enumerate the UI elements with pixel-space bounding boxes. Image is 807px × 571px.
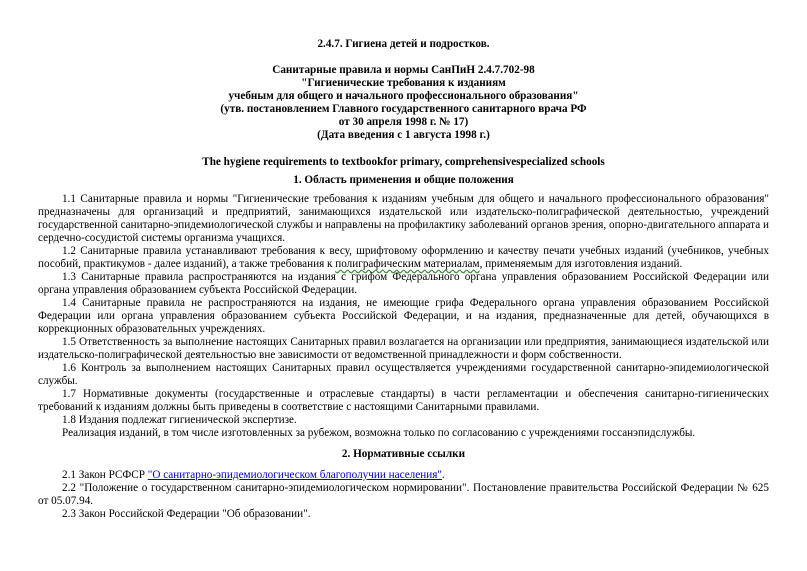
paragraph-text: . (441, 469, 445, 481)
reference-2-3: 2.3 Закон Российской Федерации "Об образовании". (62, 508, 311, 520)
document-heading: 2.4.7. Гигиена детей и подростков. (317, 38, 490, 50)
subtitle-line: учебным для общего и начального профессионального образования" (228, 90, 579, 102)
subtitle-line: "Гигиенические требования к изданиям (301, 77, 506, 89)
section-1-title: 1. Область применения и общие положения (293, 174, 514, 186)
spellcheck-marked-term: полиграфическим материалам (335, 258, 480, 270)
paragraph-1-2 (38, 245, 769, 271)
section-2-title: 2. Нормативные ссылки (341, 448, 466, 460)
paragraph-1-4: 1.4 Санитарные правила не распространяются на издания, не имеющие грифа Федерального органа управления образованием Российской Федерации или органа управления образованием субъекта Российской Федерации, и на издания, предназначенные для детей, обучающихся в коррекционных образовательных учреждениях. (38, 297, 769, 335)
paragraph-1-9: Реализация изданий, в том числе изготовленных за рубежом, возможна только по согласованию с учреждениями госсанэпидслужбы. (62, 427, 696, 439)
paragraph-1-8: 1.8 Издания подлежат гигиенической экспертизе. (62, 414, 297, 426)
paragraph-text: , применяемым для изготовления изданий. (479, 258, 683, 270)
reference-2-1 (38, 469, 769, 482)
subtitle-line: (Дата введения с 1 августа 1998 г.) (317, 129, 490, 141)
english-title: The hygiene requirements to textbookfor primary, comprehensivespecialized schools (202, 156, 605, 168)
paragraph-text: 1.2 Санитарные правила устанавливают требования к весу, шрифтовому оформлению и качеству печати учебных изданий (учебников, учебных пособий, практикумов - далее изданий), а также требования к (38, 245, 769, 270)
paragraph-1-3: 1.3 Санитарные правила распространяются на издания с грифом Федерального органа управления образованием Российской Федерации или органа управления образованием субъекта Российской Федерации. (38, 271, 769, 296)
law-link[interactable]: "О санитарно-эпидемиологическом благополучии населения" (147, 469, 442, 481)
paragraph-1-7: 1.7 Нормативные документы (государственные и отраслевые стандарты) в части регламентации и обеспечения санитарно-гигиенических требований к изданиям должны быть приведены в соответствие с настоящими Санитарными правилами. (38, 388, 769, 413)
document-subtitle (38, 64, 769, 142)
subtitle-line: от 30 апреля 1998 г. № 17) (338, 116, 469, 128)
paragraph-1-5: 1.5 Ответственность за выполнение настоящих Санитарных правил возлагается на организации или предприятия, занимающиеся издательской или издательско-полиграфической деятельностью вне зависимости от ведомственной принадлежности и форм собственности. (38, 336, 769, 361)
subtitle-line: Санитарные правила и нормы СанПиН 2.4.7.702-98 (272, 64, 535, 76)
paragraph-text: 2.1 Закон РСФСР (62, 469, 148, 481)
paragraph-1-6: 1.6 Контроль за выполнением настоящих Санитарных правил осуществляется учреждениями государственной санитарно-эпидемиологической службы. (38, 362, 769, 387)
subtitle-line: (утв. постановлением Главного государственного санитарного врача РФ (220, 103, 587, 115)
paragraph-1-1: 1.1 Санитарные правила и нормы "Гигиенические требования к изданиям учебным для общего и начального профессионального образования" предназначены для организаций и предприятий, занимающихся издательской или издательско-полиграфической деятельностью, учреждений государственной санитарно-эпидемиологической службы и направлены на профилактику заболеваний органов зрения, опорно-двигательного аппарата и сердечно-сосудистой системы организма учащихся. (38, 193, 769, 244)
reference-2-2: 2.2 "Положение о государственном санитарно-эпидемиологическом нормировании". Постановление правительства Российской Федерации № 625 от 05.07.94. (38, 482, 769, 507)
